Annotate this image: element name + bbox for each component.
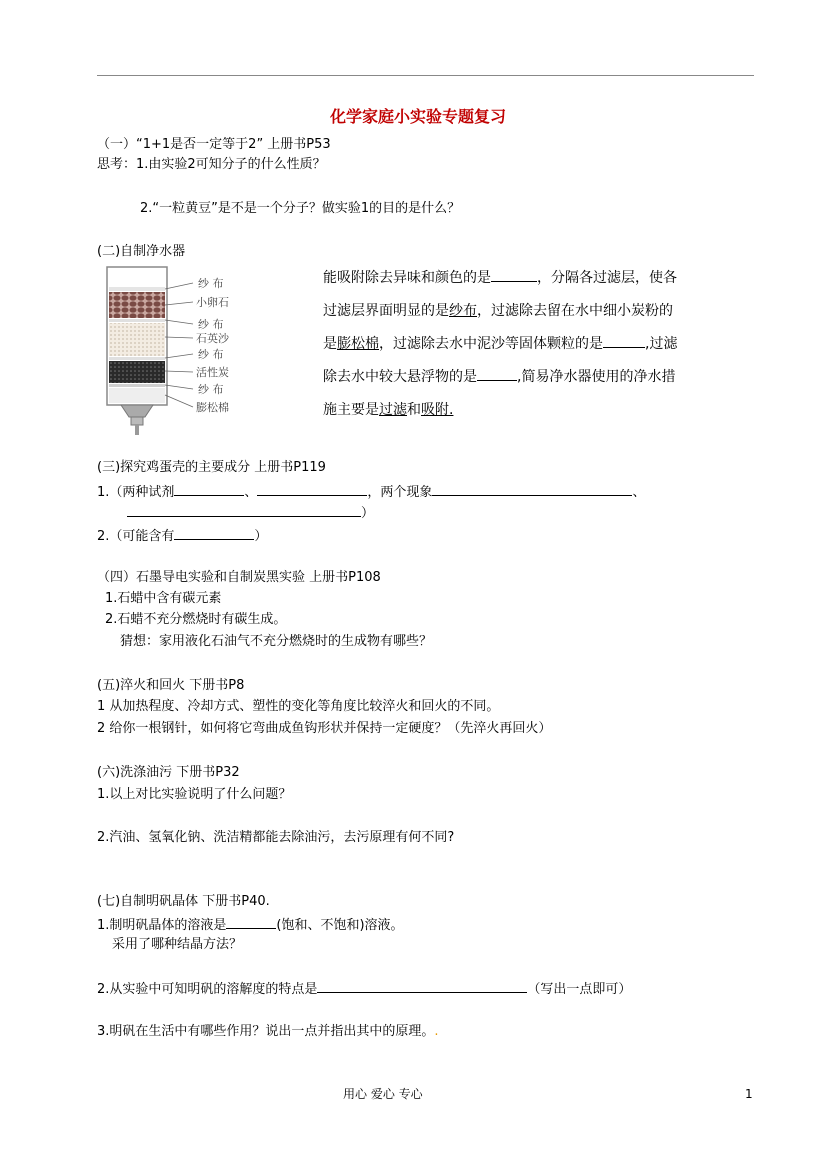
reagent-blank-1[interactable] [174,482,244,496]
solubility-blank[interactable] [317,979,527,993]
section-3-line-1: 1.（两种试剂 、 ，两个现象 、 [97,482,645,502]
section-5-heading: (五)淬火和回火 下册书P8 [97,678,245,693]
filter-paragraph-line-3: 是膨松棉，过滤除去水中泥沙等固体颗粒的是 ,过滤 [323,336,678,352]
section-7-line-3: 2.从实验中可知明矾的溶解度的特点是 （写出一点即可） [97,979,631,999]
blank[interactable] [491,268,537,282]
filter-paragraph-line-5: 施主要是过滤和吸附. [323,402,454,418]
footer-motto: 用心 爱心 专心 [343,1087,423,1101]
section-7-heading: (七)自制明矾晶体 下册书P40. [97,894,270,909]
content-blank[interactable] [174,526,254,540]
section-6-line-2: 2.汽油、氢氧化钠、洗洁精都能去除油污，去污原理有何不同? [97,830,455,845]
section-4-heading: （四）石墨导电实验和自制炭黑实验 上册书P108 [97,570,381,585]
section-4-line-3: 猜想：家用液化石油气不充分燃烧时的生成物有哪些？ [120,634,433,649]
section-4-line-1: 1.石蜡中含有碳元素 [105,591,222,606]
filter-paragraph-line-4: 除去水中较大悬浮物的是 ,简易净水器使用的净水措 [323,369,676,385]
solution-blank[interactable] [226,915,276,929]
header-rule [97,75,754,76]
diagram-label: 纱 布 [198,383,224,396]
diagram-label: 纱 布 [198,348,224,361]
filter-paragraph-line-2: 过滤层界面明显的是纱布，过滤除去留在水中细小炭粉的 [323,303,673,319]
section-7-line-1: 1.制明矾晶体的溶液是 (饱和、不饱和)溶液。 [97,915,404,935]
diagram-label: 纱 布 [198,318,224,331]
section-6-line-1: 1.以上对比实验说明了什么问题？ [97,787,292,802]
section-5-line-1: 1 从加热程度、冷却方式、塑性的变化等角度比较淬火和回火的不同。 [97,699,500,714]
section-5-line-2: 2 给你一根钢针，如何将它弯曲成鱼钩形状并保持一定硬度？（先淬火再回火） [97,721,552,736]
section-2-heading: (二)自制净水器 [97,244,186,259]
reagent-blank-2[interactable] [257,482,367,496]
diagram-label: 活性炭 [196,366,229,379]
filter-paragraph-line-1: 能吸附除去异味和颜色的是 ，分隔各过滤层，使各 [323,270,677,286]
section-1-heading: （一）“1+1是否一定等于2” 上册书P53 [97,137,331,152]
section-1-think: 思考：1.由实验2可知分子的什么性质？ [97,157,326,172]
section-3-line-3: 2.（可能含有 ） [97,526,267,546]
page-number: 1 [745,1087,753,1101]
diagram-label: 石英沙 [196,332,229,345]
section-1-question-2: 2.“一粒黄豆”是不是一个分子？做实验1的目的是什么？ [140,201,461,216]
page-title: 化学家庭小实验专题复习 [330,107,507,126]
section-4-line-2: 2.石蜡不充分燃烧时有碳生成。 [105,612,287,627]
diagram-label: 小卵石 [196,296,229,309]
section-6-heading: (六)洗涤油污 下册书P32 [97,765,240,780]
section-7-line-2: 采用了哪种结晶方法？ [112,937,243,952]
water-filter-diagram [97,265,247,437]
blank[interactable] [603,334,645,348]
diagram-label: 纱 布 [198,277,224,290]
section-3-line-2: ） [127,503,374,523]
phenomenon-blank-2[interactable] [127,503,361,517]
diagram-label: 膨松棉 [196,401,229,414]
section-7-line-4: 3.明矾在生活中有哪些作用？说出一点并指出其中的原理。. [97,1024,439,1039]
phenomenon-blank-1[interactable] [432,482,632,496]
blank[interactable] [477,367,517,381]
section-3-heading: (三)探究鸡蛋壳的主要成分 上册书P119 [97,460,326,475]
